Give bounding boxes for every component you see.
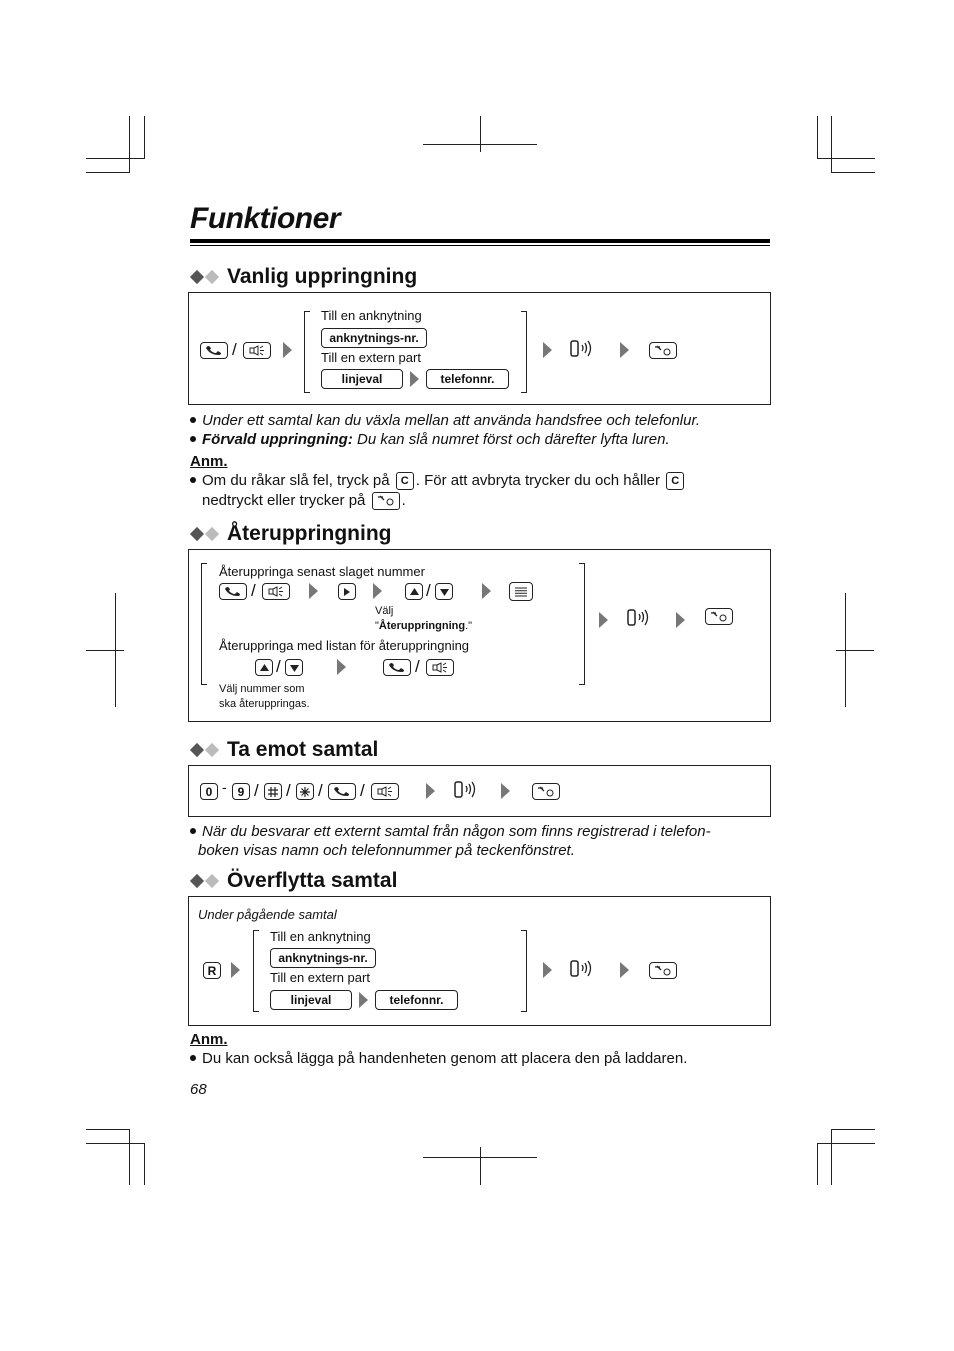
label-option2: Återuppringa med listan för återuppringning [219,638,470,653]
bullet-text: boken visas namn och telefonnummer på teckenfönstret. [198,842,575,859]
crop-mark [480,1147,481,1185]
line-select-key: linjeval [270,990,352,1010]
diamonds-icon [190,529,219,539]
crop-mark [86,1129,130,1130]
bracket [521,311,527,393]
crop-mark [480,116,481,152]
arrow-icon [359,992,368,1008]
bracket [201,563,207,685]
note-label: Anm. [190,1031,228,1048]
arrow-icon [501,783,510,799]
talk-key-icon [200,342,228,359]
arrow-icon [543,342,552,358]
page-title: Funktioner [190,202,340,235]
select-note [375,604,472,634]
section-title: Ta emot samtal [227,738,379,761]
section-heading-overflytta [190,869,397,893]
slash: / [415,657,420,676]
bullet-text: När du besvarar ett externt samtal från någon som finns registrerad i telefon- [202,823,711,840]
crop-mark [86,650,124,651]
arrow-icon [482,583,491,599]
up-key-icon [405,583,423,600]
crop-mark [817,1143,818,1185]
note-item [190,1049,687,1068]
speak-icon [569,958,599,980]
menu-key-icon [509,582,533,601]
page-number: 68 [190,1081,207,1098]
speak-icon [626,607,656,629]
note-text: Om du råkar slå fel, tryck på [202,472,390,489]
crop-mark [423,144,537,145]
crop-mark [836,650,874,651]
hang-up-key-icon [532,783,560,800]
section-title: Återuppringning [227,522,392,545]
speaker-key-icon [426,659,454,676]
talk-key-icon [383,659,411,676]
slash: / [360,781,365,800]
label-to-extension: Till en anknytning [270,929,371,944]
hang-up-key-icon [372,492,400,510]
bullet-item [190,822,711,841]
up-key-icon [255,659,273,676]
note-label: Anm. [190,453,228,470]
down-key-icon [435,583,453,600]
arrow-icon [620,962,629,978]
crop-mark [86,158,144,159]
arrow-icon [337,659,346,675]
choose-note-line: Välj nummer som [219,683,305,695]
diamonds-icon [190,876,219,886]
bullet-item [190,430,670,449]
diamonds-icon [190,745,219,755]
talk-key-icon [219,583,247,600]
bullet-item [190,411,700,430]
crop-mark [129,1130,130,1185]
bullet-text: Under ett samtal kan du växla mellan att använda handsfree och telefonlur. [202,412,701,429]
bracket [304,311,310,393]
procedure-box-ater [188,549,771,722]
digit-0-key: 0 [200,783,218,800]
crop-mark [831,1130,832,1185]
arrow-icon [309,583,318,599]
hash-key-icon [264,783,282,800]
extension-number-key: anknytnings-nr. [270,948,376,968]
section-heading-ater [190,522,391,546]
arrow-icon [543,962,552,978]
procedure-box-overflytta [188,896,771,1026]
speaker-key-icon [243,342,271,359]
arrow-icon [426,783,435,799]
title-rule-thin [190,245,770,246]
note-item [190,471,790,490]
range-dash: - [222,779,227,795]
select-value-line: "Återuppringning." [375,620,473,632]
note-text: Du kan också lägga på handenheten genom att placera den på laddaren. [202,1050,688,1067]
diamonds-icon [190,272,219,282]
arrow-icon [373,583,382,599]
bracket [521,930,527,1012]
digit-9-key: 9 [232,783,250,800]
crop-mark [144,116,145,159]
phone-number-key: telefonnr. [426,369,509,389]
choose-note [219,682,310,712]
crop-mark [86,1143,144,1144]
crop-mark [129,116,130,173]
select-value: Återuppringning [378,620,466,632]
label-during-call: Under pågående samtal [198,907,337,922]
choose-note-line: ska återuppringas. [219,698,310,710]
section-heading-ta-emot [190,738,378,762]
crop-mark [831,172,875,173]
crop-mark [817,116,818,159]
slash: / [286,781,291,800]
bullet-lead: Förvald uppringning: [202,431,353,448]
bullet-item-cont [198,841,575,860]
arrow-icon [283,342,292,358]
crop-mark [831,1129,875,1130]
speak-icon [569,338,599,360]
crop-mark [817,1143,875,1144]
slash: / [318,781,323,800]
hang-up-key-icon [705,608,733,625]
clear-key-icon: C [666,472,684,490]
arrow-icon [676,612,685,628]
speaker-key-icon [371,783,399,800]
label-to-external: Till en extern part [270,970,370,985]
speaker-key-icon [262,583,290,600]
talk-key-icon [328,783,356,800]
right-key-icon [338,583,356,600]
section-title: Överflytta samtal [227,869,398,892]
bracket [579,563,585,685]
procedure-box-ta-emot [188,765,771,817]
label-to-extension: Till en anknytning [321,308,422,323]
section-title: Vanlig uppringning [227,265,418,288]
note-text: . För att avbryta trycker du och håller [415,472,660,489]
hang-up-key-icon [649,342,677,359]
arrow-icon [410,371,419,387]
phone-number-key: telefonnr. [375,990,458,1010]
slash: / [254,781,259,800]
slash: / [426,581,431,600]
down-key-icon [285,659,303,676]
arrow-icon [599,612,608,628]
crop-mark [831,116,832,173]
procedure-box-vanlig [188,292,771,405]
arrow-icon [231,962,240,978]
section-heading-vanlig [190,265,417,289]
label-to-external: Till en extern part [321,350,421,365]
bracket [253,930,259,1012]
label-option1: Återuppringa senast slaget nummer [219,564,425,579]
extension-number-key: anknytnings-nr. [321,328,427,348]
crop-mark [423,1157,537,1158]
slash: / [276,657,281,676]
recall-key: R [203,962,221,979]
bullet-text: Du kan slå numret först och därefter lyfta luren. [352,431,670,448]
hang-up-key-icon [649,962,677,979]
select-label: Välj [375,605,394,617]
title-rule [190,239,770,243]
note-text: . [401,492,406,509]
arrow-icon [620,342,629,358]
crop-mark [144,1143,145,1185]
note-text: nedtryckt eller trycker på [202,492,366,509]
line-select-key: linjeval [321,369,403,389]
slash: / [232,340,237,359]
clear-key-icon: C [396,472,414,490]
star-key-icon [296,783,314,800]
slash: / [251,581,256,600]
crop-mark [86,172,130,173]
speak-icon [453,779,483,801]
crop-mark [817,158,875,159]
note-item-cont [202,491,406,510]
